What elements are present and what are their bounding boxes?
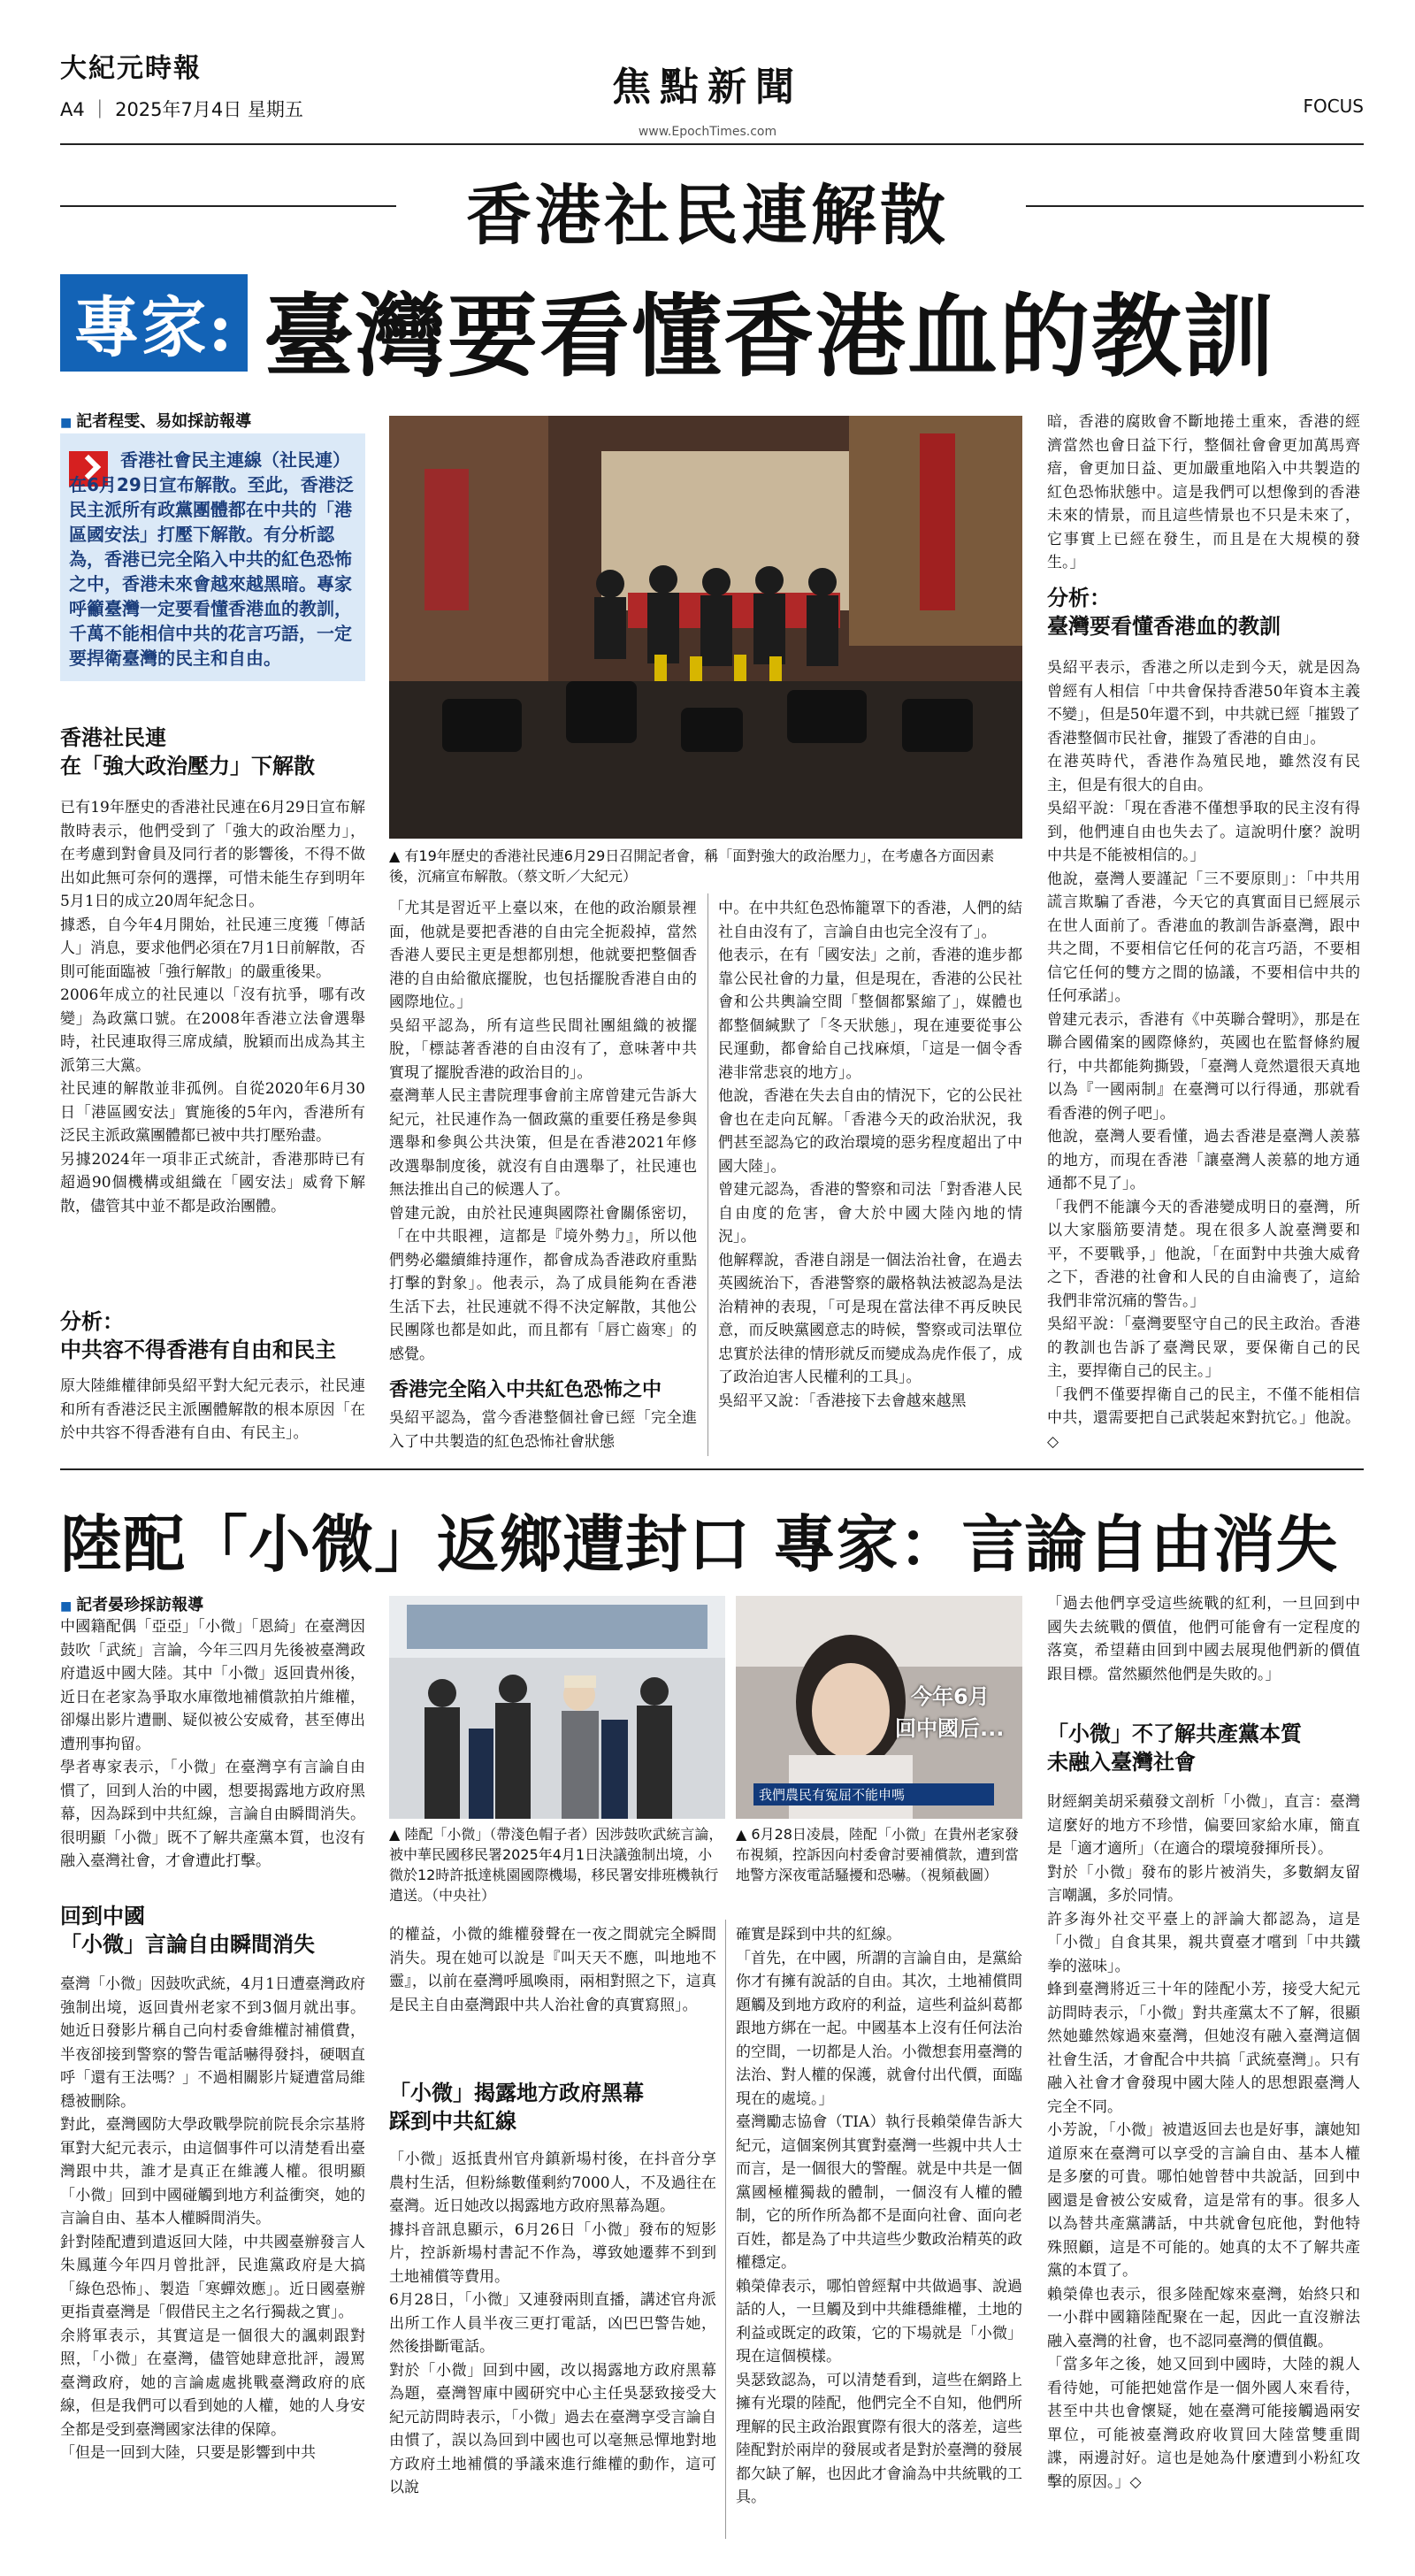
main-headline: 臺灣要看懂香港血的教訓 — [264, 284, 1275, 390]
section-title: 焦點新聞 — [612, 65, 803, 110]
article2-column-3: 確實是踩到中共的紅線。 「首先，在中國，所謂的言論自由，是黨給你才有擁有說話的自由。其次，土地補償問題觸及到地方政府的利益，這些利益糾葛都跟地方綁在一起。中國基本上沒有任何法治的空間，一切都是人治。小微想套用臺灣的法治、對人權的保護，就會付出代價，面臨現在的處境。」 臺灣勵志協會（TIA）執行長賴榮偉告訴大紀元，這個案例其實對臺灣一些親中共人士而言，是一個很大的警醒。就是中共是一個黨國極權獨裁的體制，一個沒有人權的體制，它的所作所為都不是面向社會、面向老百姓，都是為了中共這些少數政治精英的政權穩定。 賴榮偉表示，哪怕曾經幫中共做過事、說過話的人，一旦觸及到中共維穩維權，土地的利益或既定的政策，它的下場就是「小微」現在這個模樣。 吳瑟致認為，可以清楚看到，這些在網路上擁有光環的陸配，他們完全不自知，他們所理解的民主政治跟實際有很大的落差，這些陸配對於兩岸的發展或者是對於臺灣的發展都欠缺了解，也因此才會淪為中共統戰的工具。 — [736, 1926, 1022, 2506]
subhead-ccp-nature: 「小微」不了解共產黨本質 未融入臺灣社會 — [1047, 1721, 1302, 1775]
article-column-1: 已有19年歷史的香港社民連在6月29日宣布解散時表示，他們受到了「強大的政治壓力」，在考慮到對會員及同行者的影響後，不得不做出如此無可奈何的選擇，可惜未能生存到明年5月1日的成立20周年紀念日。 據悉，自今年4月開始，社民連三度獲「傳話人」消息，要求他們必須在7月1日前解散，否則可能面臨被「強行解散」的嚴重後果。 2006年成立的社民連以「沒有抗爭，哪有改變」為政黨口號。在2008年香港立法會選舉時，社民連取得三席成績，脫穎而出成為其主派第三大黨。 社民連的解散並非孤例。自從2020年6月30日「港區國安法」實施後的5年內，香港所有泛民主派政黨團體都已被中共打壓殆盡。 另據2024年一項非正式統計，香港那時已有超過90個機構或組織在「國安法」威脅下解散，儘管其中並不都是政治團體。 — [60, 799, 365, 1215]
article2-column-2b: 「小微」返抵貴州官舟鎮新場村後，在抖音分享農村生活，但粉絲數僅剩約7000人，不及過往在臺灣。近日她改以揭露地方政府黑幕為題。 據抖音訊息顯示，6月26日「小微」發布的短影片，控訴新場村書記不作為，導致她遷葬不到到土地補償等費用。 6月28日，「小微」又連發兩則直播，講述官舟派出所工作人員半夜三更打電話，凶巴巴警告她，然後掛斷電話。 對於「小微」回到中國，改以揭露地方政府黑幕為題，臺灣智庫中國研究中心主任吳瑟致接受大紀元訪問時表示，「小微」過去在臺灣享受言論自由慣了，誤以為回到中國也可以毫無忌憚地對地方政府土地補償的爭議來進行維權的動作，這可以說 — [389, 2150, 716, 2496]
section-divider — [60, 1468, 1364, 1470]
press-conference-photo — [389, 416, 1022, 839]
subhead-back-to-china: 回到中國 「小微」言論自由瞬間消失 — [60, 1904, 315, 1957]
kicker-rule-right — [1026, 205, 1364, 207]
byline-2: ■ 記者晏珍採訪報導 — [60, 1592, 365, 1615]
subhead-red-line: 「小微」揭露地方政府黑幕 踩到中共紅線 — [389, 2081, 644, 2134]
article2-column-1: 中國籍配偶「亞亞」「小微」「恩綺」在臺灣因鼓吹「武統」言論，今年三四月先後被臺灣政府遣返中國大陸。其中「小微」返回貴州後，近日在老家為爭取水庫徵地補償款拍片維權，卻爆出影片遭刪、疑似被公安威脅，甚至傳出遭刑事拘留。 學者專家表示，「小微」在臺灣享有言論自由慣了，回到人治的中國，想要揭露地方政府黑幕，因為踩到中共紅線，言論自由瞬間消失。很明顯「小微」既不了解共產黨本質，也沒有融入臺灣社會，才會遭此打擊。 — [60, 1618, 365, 1870]
column-divider-2 — [725, 1920, 726, 2539]
headline-tag: 專家: — [60, 274, 248, 372]
byline: ■ 記者程雯、易如採訪報導 — [60, 409, 365, 432]
article-column-4b: 吳紹平表示，香港之所以走到今天，就是因為曾經有人相信「中共會保持香港50年資本主義不變」，但是50年還不到，中共就已經「摧毀了香港整個市民社會，摧毀了香港的自由」。 在港英時代，香港作為殖民地，雖然沒有民主，但是有很大的自由。 吳紹平說：「現在香港不僅想爭取的民主沒有得到，他們連自由也失去了。這說明什麼？說明中共是不能被相信的。」 他說，臺灣人要謹記「三不要原則」：「中共用謊言欺騙了香港，今天它的真實面目已經展示在世人面前了。香港血的教訓告訴臺灣，跟中共之間，不要相信它任何的花言巧語，不要相信它任何的雙方之間的協議，不要相信中共的任何承諾」。 曾建元表示，香港有《中英聯合聲明》，那是在聯合國備案的國際條約，英國也在監督條約履行，中共都能夠撕毀，「臺灣人竟然還很天真地以為『一國兩制』在臺灣可以行得通，那就看看香港的例子吧」。 他說，臺灣人要看懂，過去香港是臺灣人羨慕的地方，而現在香港「讓臺灣人羨慕的地方通通都不見了」。 「我們不能讓今天的香港變成明日的臺灣，所以大家腦筋要清楚。現在很多人說臺灣要和平，不要戰爭，」他說，「在面對中共強大威脅之下，香港的社會和人民的自由淪喪了，這給我們非常沉痛的警告。」 吳紹平說：「臺灣要堅守自己的民主政治。香港的教訓也告訴了臺灣民眾，要保衛自己的民主，要捍衛自己的民主。」 「我們不僅要捍衛自己的民主，不僅不能相信中共，還需要把自己武裝起來對抗它。」他說。◇ — [1047, 659, 1360, 1451]
article-column-3: 中。在中共紅色恐怖籠罩下的香港，人們的結社自由沒有了，言論自由也完全沒有了」。 他表示，在有「國安法」之前，香港的進步都靠公民社會的力量，但是現在，香港的公民社會和公共輿論空間「整個都緊縮了」，媒體也都整個緘默了「冬天狀態」，現在連要從事公民運動，都會給自己找麻煩，「這是一個令香港非常悲哀的地方」。 他說，香港在失去自由的情況下，它的公民社會也在走向瓦解。「香港今天的政治狀況，我們甚至認為它的政治環境的惡劣程度超出了中國大陸」。 曾建元認為，香港的警察和司法「對香港人民自由度的危害，會大於中國大陸內地的情況」。 他解釋說，香港自詡是一個法治社會，在過去英國統治下，香港警察的嚴格執法被認為是法治精神的表現，「可是現在當法律不再反映民意，而反映黨國意志的時候，警察或司法單位忠實於法律的情形就反而變成為虎作倀了，成了政治迫害人民權利的工具」。 吳紹平又說：「香港接下去會越來越黑 — [718, 900, 1022, 1410]
subhead-analysis-2: 分析： 臺灣要看懂香港血的教訓 — [1047, 586, 1281, 639]
subhead-dissolution: 香港社民連 在「強大政治壓力」下解散 — [60, 725, 315, 778]
video-overlay-banner: 我們農民有冤屈不能申嗎 — [753, 1783, 994, 1806]
subhead-analysis-1: 分析： 中共容不得香港有自由和民主 — [60, 1309, 336, 1362]
article-column-1b: 原大陸維權律師吳紹平對大紀元表示，社民連和所有香港泛民主派團體解散的根本原因「在於中共容不得香港有自由、有民主」。 — [60, 1377, 365, 1442]
deportation-caption: ▲ 陸配「小微」（帶淺色帽子者）因涉鼓吹武統言論，被中華民國移民署2025年4月1日決議強制出境，小微於12時許抵達桃園國際機場，移民署安排班機執行遣送。（中央社） — [389, 1826, 723, 1904]
site-url: www.EpochTimes.com — [638, 125, 777, 139]
article-column-4: 暗，香港的腐敗會不斷地捲土重來，香港的經濟當然也會日益下行，整個社會會更加萬馬齊瘖，會更加日益、更加嚴重地陷入中共製造的紅色恐怖狀態中。這是我們可以想像到的香港未來的情景，而且這些情景也不只是未來了，它事實上已經在發生，而且是在大規模的發生。」 — [1047, 413, 1360, 571]
press-conference-illustration — [389, 416, 1022, 839]
video-screenshot-caption: ▲ 6月28日凌晨，陸配「小微」在貴州老家發布視頻，控訴因向村委會討要補償款，遭到當地警方深夜電話騷擾和恐嚇。（視頻截圖） — [736, 1826, 1020, 1883]
video-screenshot-photo — [736, 1596, 1022, 1819]
article2-column-4: 「過去他們享受這些統戰的紅利，一旦回到中國失去統戰的價值，他們可能會有一定程度的落寞，希望藉由回到中國去展現他們新的價值跟目標。當然顯然他們是失敗的。」 — [1047, 1595, 1360, 1683]
article2-column-2: 的權益，小微的維權發聲在一夜之間就完全瞬間消失。現在她可以說是『叫天天不應，叫地地不靈』，以前在臺灣呼風喚雨，兩相對照之下，這真是民主自由臺灣跟中共人治社會的真實寫照」。 — [389, 1926, 716, 2014]
press-conference-caption: ▲ 有19年歷史的香港社民連6月29日召開記者會，稱「面對強大的政治壓力」，在考慮各方面因素後，沉痛宣布解散。（蔡文昕／大紀元） — [389, 847, 995, 885]
kicker-title: 香港社民連解散 — [466, 178, 949, 254]
subhead-red-terror: 香港完全陷入中共紅色恐怖之中 — [389, 1379, 662, 1401]
video-overlay-subtitle: 回中國后... — [895, 1716, 1005, 1741]
deportation-photo — [389, 1596, 725, 1819]
lead-box — [60, 433, 365, 681]
video-overlay-date: 今年6月 — [911, 1684, 990, 1709]
article2-column-4b: 財經網美胡采蘋發文剖析「小微」，直言：臺灣這麼好的地方不珍惜，偏要回家給水庫，簡直是「適才適所」（在適合的環境發揮所長）。 對於「小微」發布的影片被消失，多數網友留言嘲諷，多於同情。 許多海外社交平臺上的評論大都認為，這是「小微」自食其果，親共賣臺才嚐到「中共鐵拳的滋味」。 蜂到臺灣將近三十年的陸配小芳，接受大紀元訪問時表示，「小微」對共產黨太不了解，很顯然她雖然嫁過來臺灣，但她沒有融入臺灣這個社會生活，才會配合中共搞「武統臺灣」。只有融入社會才會發現中國大陸人的思想跟臺灣人完全不同。 小芳說，「小微」被遣返回去也是好事，讓她知道原來在臺灣可以享受的言論自由、基本人權是多麼的可貴。哪怕她曾替中共說話，回到中國還是會被公安威脅，這是常有的事。很多人以為替共產黨講話，中共就會包庇他，對他特殊照顧，這是不可能的。她真的太不了解共產黨的本質了。 賴榮偉也表示，很多陸配嫁來臺灣，始終只和一小群中國籍陸配聚在一起，因此一直沒辦法融入臺灣的社會，也不認同臺灣的價值觀。 「當多年之後，她又回到中國時，大陸的親人看待她，可能把她當作是一個外國人來看待，甚至中共也會懷疑，她在臺灣可能接觸過兩安單位，可能被臺灣政府收買回大陸當雙重間諜，兩邊討好。這也是她為什麼遭到小粉紅攻擊的原因。」◇ — [1047, 1793, 1360, 2491]
header-divider — [60, 143, 1364, 145]
section-title-en: FOCUS — [1303, 96, 1364, 117]
article-column-2: 「尤其是習近平上臺以來，在他的政治願景裡面，他就是要把香港的自由完全扼殺掉，當然香港人要民主更是想都別想，他就要把整個香港的自由給徹底擺脫，也包括擺脫香港自由的國際地位。」 吳紹平認為，所有這些民間社團組織的被擺脫，「標誌著香港的自由沒有了，意味著中共實現了擺脫香港的政治目的」。 臺灣華人民主書院理事會前主席曾建元告訴大紀元，社民連作為一個政黨的重要任務是參與選舉和參與公共決策，但是在香港2021年修改選舉制度後，就沒有自由選舉了，社民連也無法推出自己的候選人了。 曾建元說，由於社民連與國際社會關係密切，「在中共眼裡，這都是『境外勢力』，所以他們勢必繼續維持運作，都會成為香港政府重點打擊的對象」。他表示，為了成員能夠在香港生活下去，社民連就不得不決定解散，其他公民團隊也都是如此，而且都有「唇亡齒寒」的感覺。 — [389, 900, 697, 1363]
deportation-illustration — [389, 1596, 725, 1819]
article-column-2b: 吳紹平認為，當今香港整個社會已經「完全進入了中共製造的紅色恐怖社會狀態 — [389, 1409, 697, 1451]
page-date: A4 ｜ 2025年7月4日 星期五 — [60, 99, 303, 120]
article2-column-1b: 臺灣「小微」因鼓吹武統，4月1日遭臺灣政府強制出境，返回貴州老家不到3個月就出事。她近日發影片稱自己向村委會維權討補償費，半夜卻接到警察的警告電話嚇得發抖，硬咽直呼「還有王法嗎？」不過相關影片疑遭當局維穩被刪除。 對此，臺灣國防大學政戰學院前院長余宗基將軍對大紀元表示，由這個事件可以清楚看出臺灣跟中共，誰才是真正在維護人權。很明顯「小微」回到中國碰觸到地方利益衝突，她的言論自由、基本人權瞬間消失。 針對陸配遭到遣返回大陸，中共國臺辦發言人朱鳳蓮今年四月曾批評，民進黨政府是大搞「綠色恐怖」、製造「寒蟬效應」。近日國臺辦更指責臺灣是「假借民主之名行獨裁之實」。 余將軍表示，其實這是一個很大的諷刺跟對照，「小微」在臺灣，儘管她肆意批評，謾罵臺灣政府，她的言論處處挑戰臺灣政府的底線，但是我們可以看到她的人權，她的人身安全都是受到臺灣國家法律的保障。 「但是一回到大陸，只要是影響到中共 — [60, 1975, 365, 2462]
second-headline: 陸配「小微」返鄉遭封口 專家：言論自由消失 — [60, 1507, 1339, 1581]
newspaper-logo: 大紀元時報 — [60, 53, 202, 84]
lead-text: 香港社會民主連線（社民連）在6月29日宣布解散。至此，香港泛民主派所有政黨團體都在中共的「港區國安法」打壓下解散。有分析認為，香港已完全陷入中共的紅色恐怖之中，香港未來會越來越黑暗。專家呼籲臺灣一定要看懂香港血的教訓，千萬不能相信中共的花言巧語，一定要捍衛臺灣的民主和自由。 — [69, 449, 354, 669]
